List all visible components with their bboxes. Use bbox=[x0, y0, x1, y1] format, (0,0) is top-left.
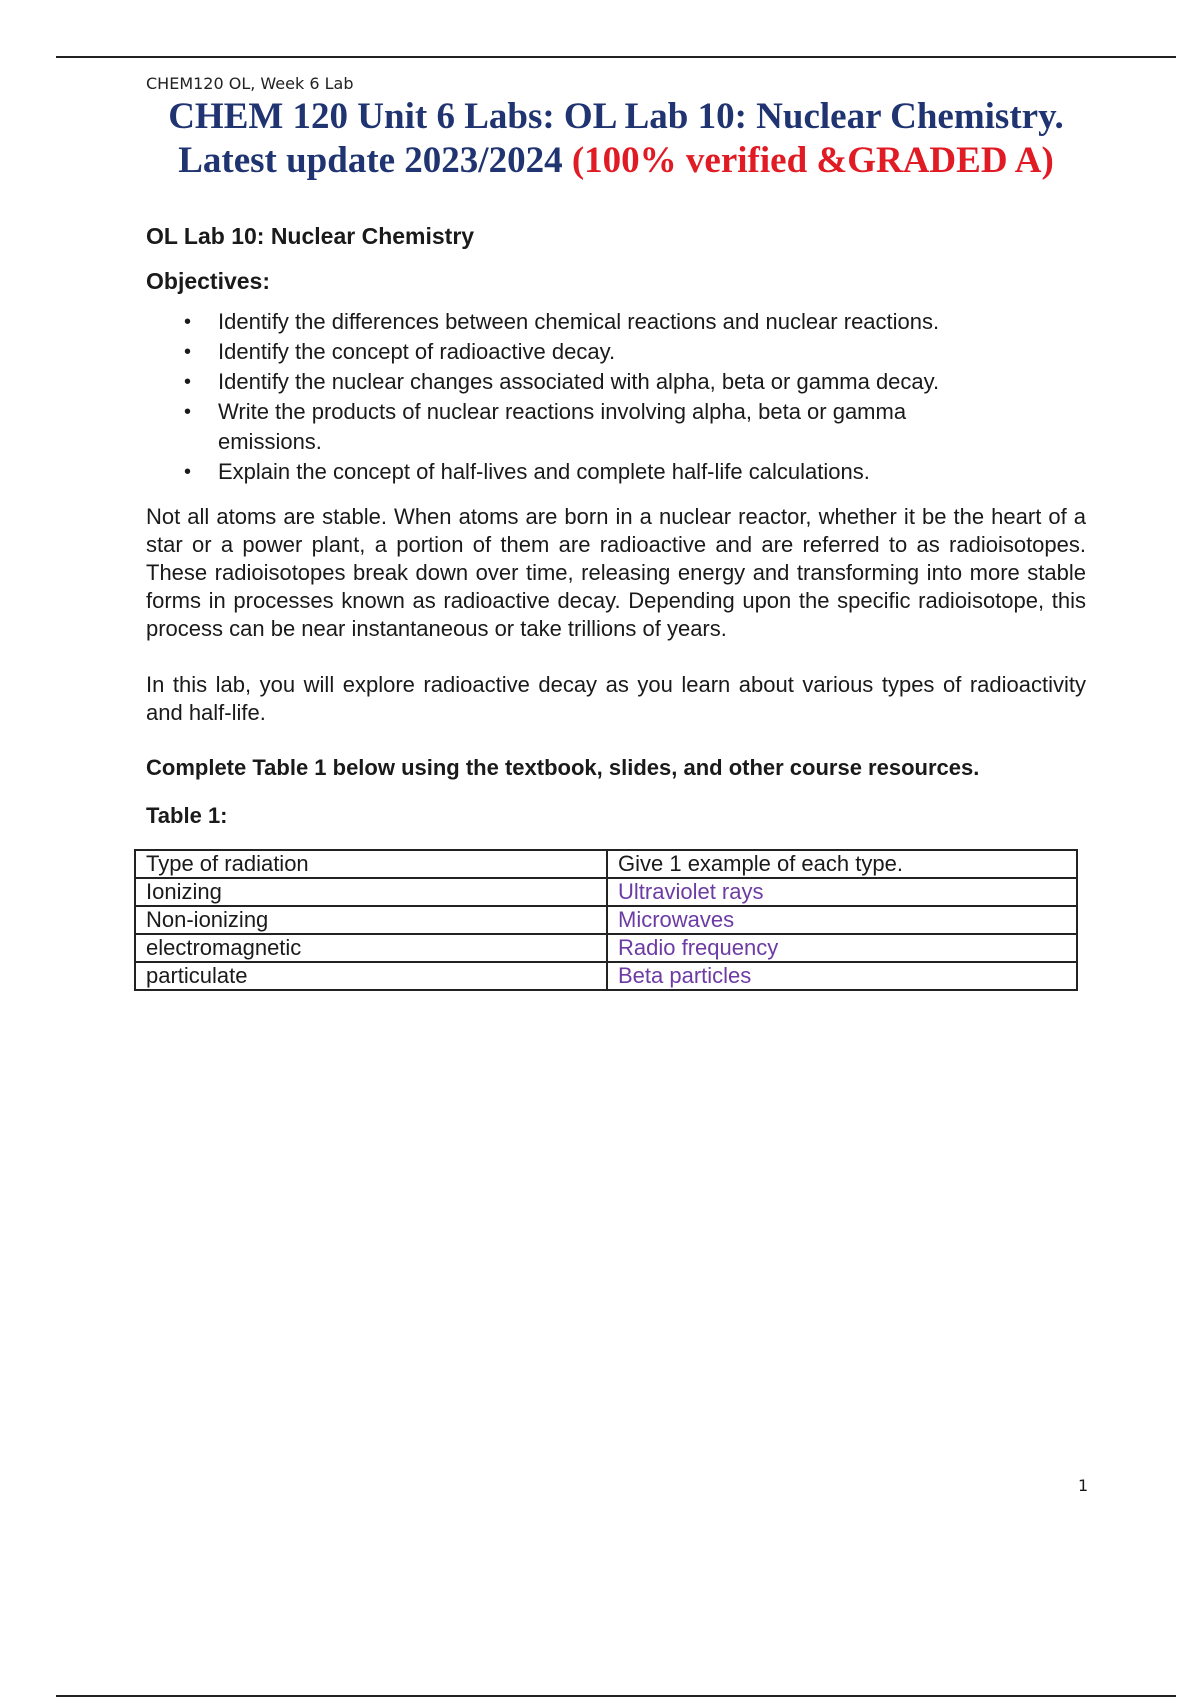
page-number: 1 bbox=[1078, 1476, 1089, 1495]
title-line-1: CHEM 120 Unit 6 Labs: OL Lab 10: Nuclear Chemistry. bbox=[168, 96, 1064, 137]
course-header: CHEM120 OL, Week 6 Lab bbox=[146, 74, 354, 93]
objective-item bbox=[146, 367, 978, 397]
example-answer-cell: Radio frequency bbox=[607, 934, 1077, 962]
bullet-icon: • bbox=[184, 311, 192, 333]
intro-paragraph: Not all atoms are stable. When atoms are born in a nuclear reactor, whether it be the heart of a star or a power plant, a portion of them are radioactive and are referred to as radioisotopes. These radioisotopes break down over time, releasing energy and transforming into more stable forms in processes known as radioactive decay. Depending upon the specific radioisotope, this process can be near instantaneous or take trillions of years. bbox=[146, 504, 1086, 641]
example-answer-cell: Ultraviolet rays bbox=[607, 878, 1077, 906]
table-header-row bbox=[135, 850, 1077, 878]
table-header-cell: Type of radiation bbox=[135, 850, 607, 878]
objective-text: Identify the nuclear changes associated with alpha, beta or gamma decay. bbox=[218, 369, 940, 394]
objective-item bbox=[146, 457, 978, 487]
table-row bbox=[135, 906, 1077, 934]
radiation-type-cell: particulate bbox=[135, 962, 607, 990]
bullet-icon: • bbox=[184, 461, 192, 483]
top-rule bbox=[56, 56, 1176, 58]
radiation-type-cell: electromagnetic bbox=[135, 934, 607, 962]
table-row bbox=[135, 878, 1077, 906]
objective-text: Write the products of nuclear reactions involving alpha, beta or gamma emissions. bbox=[218, 399, 907, 454]
table-row bbox=[135, 962, 1077, 990]
bullet-icon: • bbox=[184, 341, 192, 363]
radiation-type-cell: Ionizing bbox=[135, 878, 607, 906]
lab-overview-paragraph: In this lab, you will explore radioactive decay as you learn about various types of radioactivity and half-life. bbox=[146, 672, 1086, 725]
bullet-icon: • bbox=[184, 401, 192, 423]
bullet-icon: • bbox=[184, 371, 192, 393]
lab-heading: OL Lab 10: Nuclear Chemistry bbox=[146, 223, 475, 249]
objective-text: Explain the concept of half-lives and complete half-life calculations. bbox=[218, 459, 870, 484]
objective-item bbox=[146, 307, 978, 337]
table-instruction: Complete Table 1 below using the textbook, slides, and other course resources. bbox=[146, 755, 980, 780]
table-row bbox=[135, 934, 1077, 962]
title-line-2: Latest update 2023/2024 bbox=[178, 140, 572, 181]
objectives-heading: Objectives: bbox=[146, 268, 270, 294]
objective-item bbox=[146, 397, 978, 457]
radiation-table bbox=[134, 849, 1078, 991]
table-heading: Table 1: bbox=[146, 803, 228, 828]
objective-text: Identify the concept of radioactive decay. bbox=[218, 339, 616, 364]
bottom-rule bbox=[56, 1695, 1176, 1697]
objective-item bbox=[146, 337, 978, 367]
objective-text: Identify the differences between chemical reactions and nuclear reactions. bbox=[218, 309, 940, 334]
objectives-list bbox=[146, 307, 1086, 487]
document-page bbox=[146, 74, 1086, 991]
table-header-cell: Give 1 example of each type. bbox=[607, 850, 1077, 878]
title-grade-highlight: (100% verified &GRADED A) bbox=[571, 140, 1054, 181]
example-answer-cell: Microwaves bbox=[607, 906, 1077, 934]
example-answer-cell: Beta particles bbox=[607, 962, 1077, 990]
radiation-type-cell: Non-ionizing bbox=[135, 906, 607, 934]
document-title bbox=[146, 95, 1086, 183]
